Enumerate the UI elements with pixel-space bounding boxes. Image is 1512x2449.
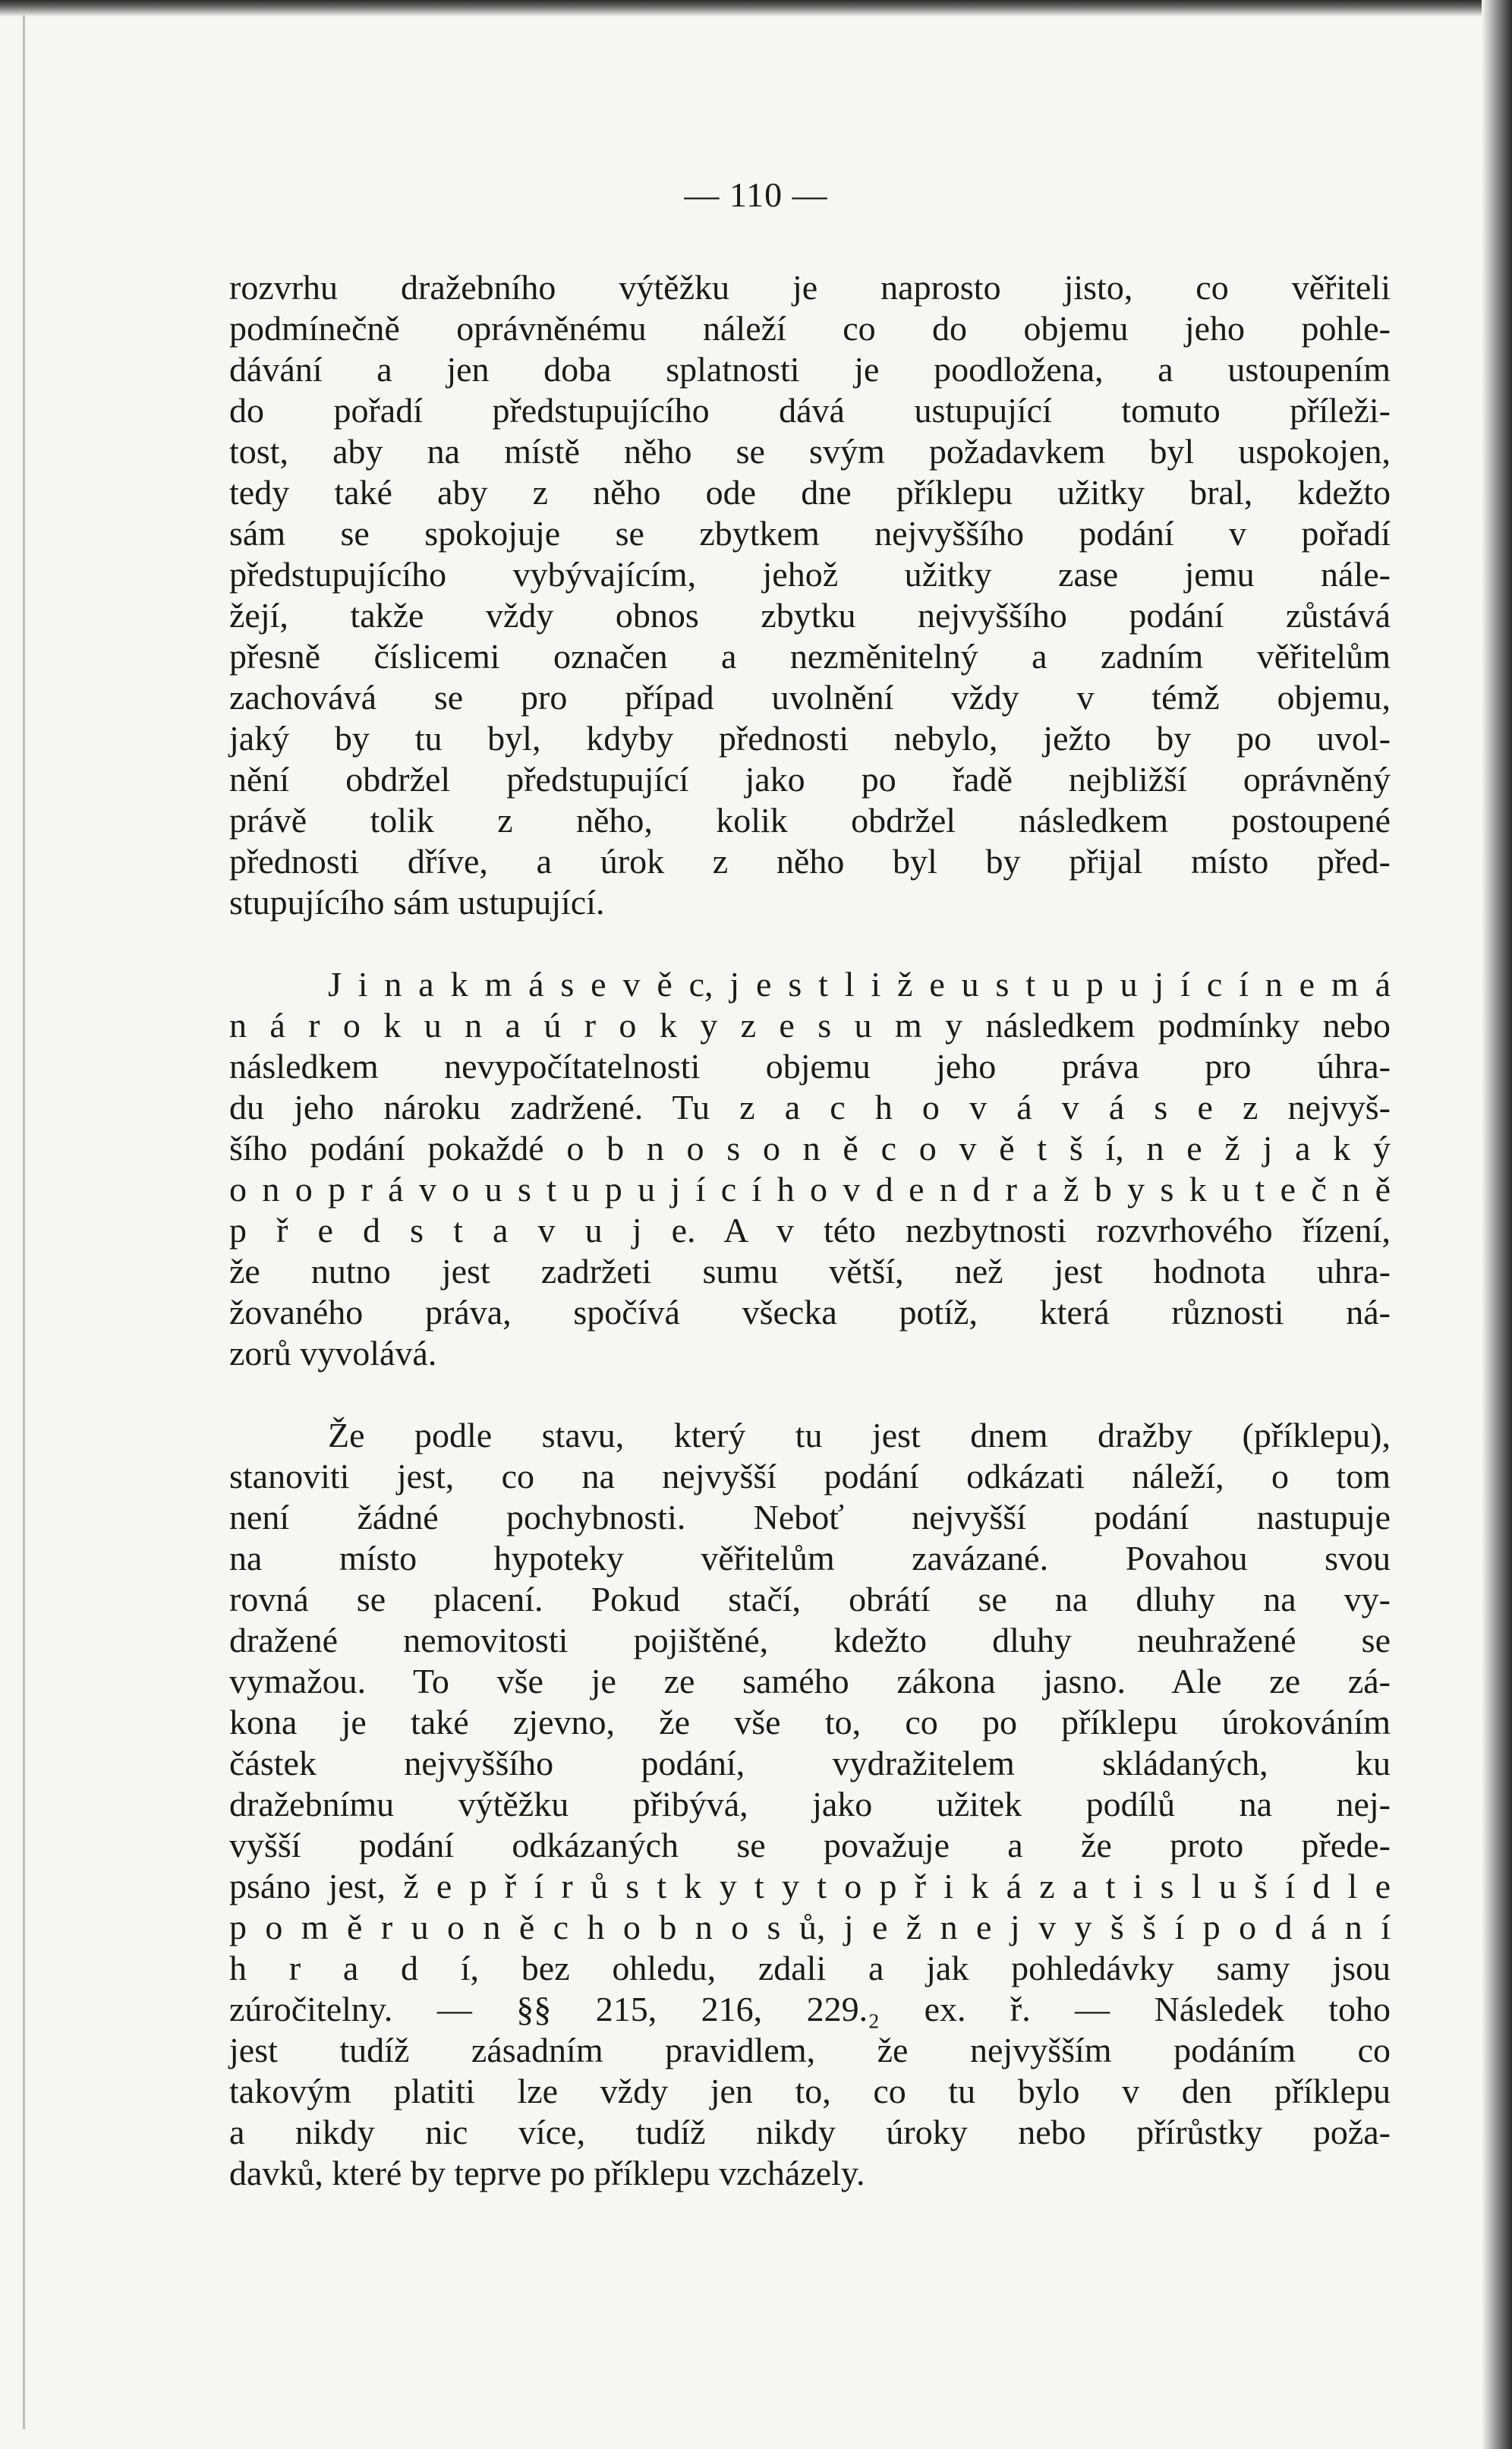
text-line: du jeho nároku zadržené. Tu z a c h o v á v á s e z nejvyš- (229, 1088, 1391, 1127)
text-line: takovým platiti lze vždy jen to, co tu bylo v den příklepu (229, 2072, 1391, 2110)
text-line: p o m ě r u o n ě c h o b n o s ů, j e ž n e j v y š š í p o d á n í (229, 1908, 1391, 1946)
text-line: h r a d í, bez ohledu, zdali a jak pohledávky samy jsou (229, 1949, 1391, 1987)
text-line: vymažou. To vše je ze samého zákona jasno. Ale ze zá- (229, 1662, 1391, 1700)
text-line: šího podání pokaždé o b n o s o n ě c o v ě t š í, n e ž j a k ý (229, 1129, 1391, 1168)
text-line: rovná se placení. Pokud stačí, obrátí se na dluhy na vy- (229, 1580, 1391, 1618)
text-line: žejí, takže vždy obnos zbytku nejvyššího podání zůstává (229, 596, 1391, 635)
text-line: právě tolik z něho, kolik obdržel následkem postoupené (229, 801, 1391, 840)
text-line: o n o p r á v o u s t u p u j í c í h o v d e n d r a ž b y s k u t e č n ě (229, 1170, 1391, 1209)
text-line: p ř e d s t a v u j e. A v této nezbytnosti rozvrhového řízení, (229, 1211, 1391, 1250)
text-line: zachovává se pro případ uvolnění vždy v témž objemu, (229, 678, 1391, 717)
text-line: jest tudíž zásadním pravidlem, že nejvyšším podáním co (229, 2031, 1391, 2069)
text-line: psáno jest, ž e p ř í r ů s t k y t y t o p ř i k á z a t i s l u š í d l e (229, 1867, 1391, 1905)
page-number: — 110 — (684, 175, 828, 214)
text-line: na místo hypoteky věřitelům zavázané. Povahou svou (229, 1539, 1391, 1578)
text-line: podmínečně oprávněnému náleží co do objemu jeho pohle- (229, 309, 1391, 348)
text-line: stupujícího sám ustupující. (229, 883, 605, 922)
text-line: že nutno jest zadržeti sumu větší, než jest hodnota uhra- (229, 1252, 1391, 1291)
paragraph (229, 267, 1391, 923)
text-line: přesně číslicemi označen a nezměnitelný a zadním věřitelům (229, 637, 1391, 676)
text-line: n á r o k u n a ú r o k y z e s u m y následkem podmínky nebo (229, 1006, 1391, 1045)
text-line: tost, aby na místě něho se svým požadavkem byl uspokojen, (229, 432, 1391, 471)
text-line: a nikdy nic více, tudíž nikdy úroky nebo přírůstky poža- (229, 2113, 1391, 2151)
text-line: žovaného práva, spočívá všecka potíž, která různosti ná- (229, 1293, 1391, 1332)
scan-shadow-right (1482, 0, 1512, 2449)
text-line: následkem nevypočítatelnosti objemu jeho práva pro úhra- (229, 1047, 1391, 1086)
text-line: částek nejvyššího podání, vydražitelem skládaných, ku (229, 1744, 1391, 1782)
text-line: není žádné pochybnosti. Neboť nejvyšší podání nastupuje (229, 1498, 1391, 1537)
text-line: rozvrhu dražebního výtěžku je naprosto jisto, co věřiteli (229, 268, 1391, 307)
text-line: zorů vyvolává. (229, 1334, 437, 1373)
text-line: kona je také zjevno, že vše to, co po příklepu úrokováním (229, 1703, 1391, 1741)
text-line: vyšší podání odkázaných se považuje a že proto přede- (229, 1826, 1391, 1864)
text-line: dávání a jen doba splatnosti je poodložena, a ustoupením (229, 350, 1391, 389)
text-line: davků, které by teprve po příklepu vzcházely. (229, 2154, 865, 2192)
scan-shadow-top (0, 0, 1512, 17)
text-line: nění obdržel předstupující jako po řadě nejbližší oprávněný (229, 760, 1391, 799)
page-text (229, 267, 1391, 2235)
text-line: jaký by tu byl, kdyby přednosti nebylo, ježto by po uvol- (229, 719, 1391, 758)
scan-margin-line (23, 15, 25, 2429)
text-line: dražebnímu výtěžku přibývá, jako užitek podílů na nej- (229, 1785, 1391, 1823)
text-line: dražené nemovitosti pojištěné, kdežto dluhy neuhražené se (229, 1621, 1391, 1659)
text-line: zúročitelny. — §§ 215, 216, 229.₂ ex. ř. — Následek toho (229, 1990, 1391, 2028)
text-line: přednosti dříve, a úrok z něho byl by přijal místo před- (229, 842, 1391, 881)
text-line: sám se spokojuje se zbytkem nejvyššího podání v pořadí (229, 514, 1391, 553)
text-line: tedy také aby z něho ode dne příklepu užitky bral, kdežto (229, 473, 1391, 512)
text-line: stanoviti jest, co na nejvyšší podání odkázati náleží, o tom (229, 1457, 1391, 1496)
paragraph (229, 964, 1391, 1374)
text-line: Že podle stavu, který tu jest dnem dražby (příklepu), (328, 1416, 1391, 1455)
text-line: J i n a k m á s e v ě c, j e s t l i ž e u s t u p u j í c í n e m á (328, 965, 1391, 1004)
text-line: do pořadí předstupujícího dává ustupující tomuto příleži- (229, 391, 1391, 430)
paragraph (229, 1415, 1391, 2194)
text-line: předstupujícího vybývajícím, jehož užitky zase jemu nále- (229, 555, 1391, 594)
